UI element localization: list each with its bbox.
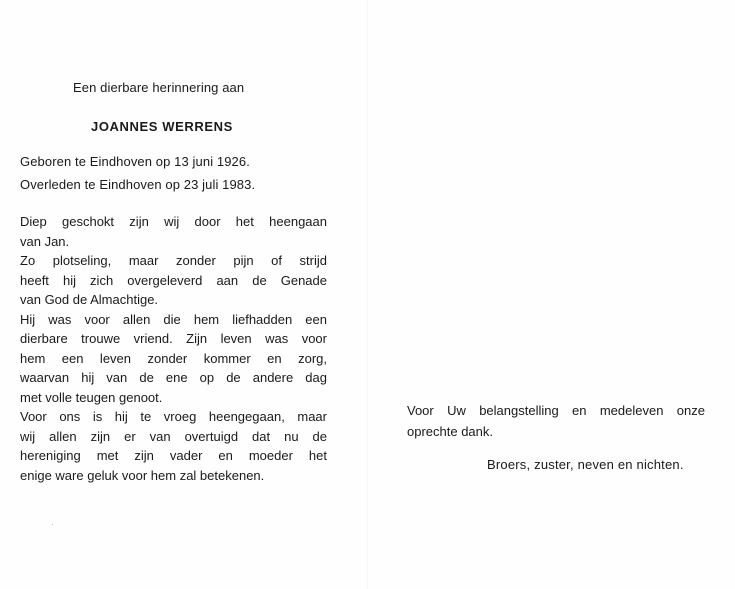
print-speck [52, 524, 53, 525]
thanks-line: oprechte dank. [407, 424, 494, 439]
memorial-text-line: heeft hij zich overgeleverd aan de Genade [20, 272, 327, 288]
memorial-text-line: Voor ons is hij te vroeg heengegaan, maar [20, 409, 327, 424]
family-signoff: Broers, zuster, neven en nichten. [487, 457, 684, 472]
deceased-name: JOANNES WERRENS [91, 119, 233, 134]
memorial-text-line: hereniging met zijn vader en moeder het [20, 448, 327, 463]
memorial-text-line: wij allen zijn er van overtuigd dat nu de [20, 428, 327, 444]
intro-text: Een dierbare herinnering aan [73, 80, 245, 95]
memorial-text-line: dierbare trouwe vriend. Zijn leven was voor [20, 331, 327, 346]
memorial-text-line: Hij was voor allen die hem liefhadden een [20, 311, 327, 327]
thanks-line: Voor Uw belangstelling en medeleven onze [407, 403, 705, 418]
memorial-text-line: enige ware geluk voor hem zal betekenen. [20, 467, 265, 483]
memorial-text-line: van Jan. [20, 233, 70, 249]
birth-line: Geboren te Eindhoven op 13 juni 1926. [20, 154, 250, 169]
death-line: Overleden te Eindhoven op 23 juli 1983. [20, 177, 256, 192]
thanks-text [407, 400, 705, 442]
card-fold [367, 0, 368, 589]
memorial-text [20, 212, 327, 485]
memorial-text-line: met volle teugen genoot. [20, 389, 163, 405]
memorial-text-line: van God de Almachtige. [20, 292, 159, 307]
memorial-text-line: waarvan hij van de ene op de andere dag [20, 370, 327, 385]
memorial-text-line: Diep geschokt zijn wij door het heengaan [20, 214, 327, 229]
memorial-text-line: Zo plotseling, maar zonder pijn of strijd [20, 253, 327, 268]
memorial-text-line: hem een leven zonder kommer en zorg, [20, 350, 327, 366]
